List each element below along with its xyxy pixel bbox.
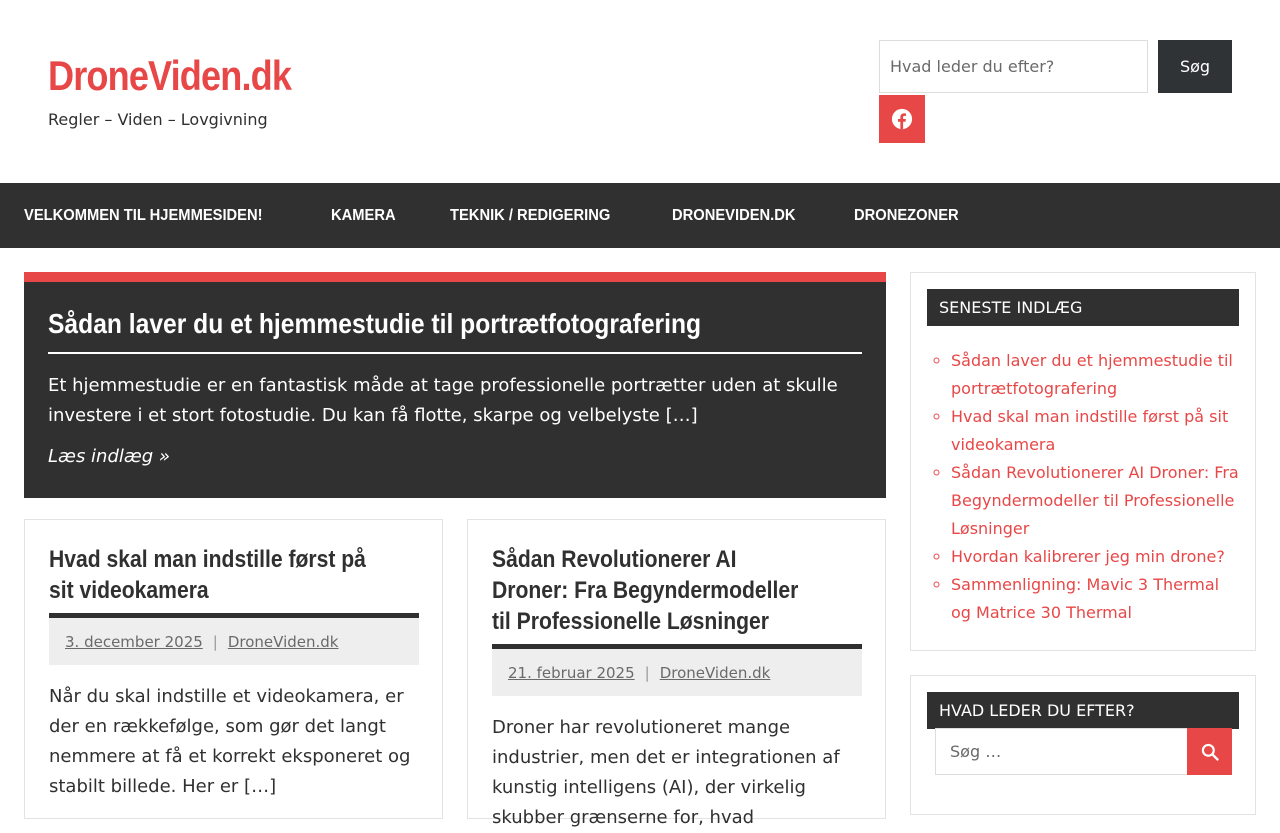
- post-author-link[interactable]: DroneViden.dk: [659, 663, 771, 682]
- post-card: [467, 519, 886, 828]
- header-search-button[interactable]: Søg: [1158, 40, 1232, 93]
- site-title[interactable]: DroneViden.dk: [48, 52, 292, 99]
- featured-post-title[interactable]: Sådan laver du et hjemmestudie til portrætfotografering: [48, 308, 702, 339]
- post-date-link[interactable]: 21. februar 2025: [508, 663, 635, 682]
- facebook-icon: [891, 108, 913, 130]
- recent-post-link[interactable]: Sådan Revolutionerer AI Droner: Fra Begyndermodeller til Professionelle Løsninger: [951, 463, 1239, 538]
- post-title[interactable]: Hvad skal man indstille først på sit videokamera: [49, 546, 366, 604]
- post-title[interactable]: Sådan Revolutionerer AI Droner: Fra Begyndermodeller til Professionelle Løsninger: [492, 546, 799, 635]
- recent-post-item: [951, 403, 1239, 459]
- search-widget-title: HVAD LEDER DU EFTER?: [927, 692, 1239, 729]
- recent-posts-list: [951, 347, 1239, 651]
- nav-item-droneviden[interactable]: DRONEVIDEN.DK: [671, 206, 796, 224]
- post-excerpt: Droner har revolutioneret mange industrier, men det er integrationen af kunstig intelligens (AI), der virkelig skubber grænserne for, hvad: [492, 717, 840, 828]
- featured-divider: [48, 352, 862, 354]
- search-icon: [1200, 742, 1220, 762]
- recent-post-link[interactable]: Hvordan kalibrerer jeg min drone?: [951, 547, 1225, 566]
- facebook-link[interactable]: [879, 95, 925, 143]
- meta-separator: |: [212, 632, 218, 651]
- recent-posts-title: SENESTE INDLÆG: [927, 289, 1239, 326]
- recent-posts-widget: [910, 272, 1256, 651]
- recent-post-item: [951, 459, 1239, 543]
- post-meta: [49, 613, 419, 665]
- header-search-input[interactable]: [879, 40, 1148, 93]
- post-author-link[interactable]: DroneViden.dk: [227, 632, 339, 651]
- read-more-link[interactable]: Læs indlæg »: [48, 446, 171, 467]
- recent-post-item: [951, 571, 1239, 627]
- recent-post-item: [951, 347, 1239, 403]
- site-tagline: Regler – Viden – Lovgivning: [48, 110, 268, 129]
- main-navigation: [0, 183, 1280, 248]
- post-meta: [492, 644, 862, 696]
- featured-post-excerpt: Et hjemmestudie er en fantastisk måde at tage professionelle portrætter uden at skulle investere i et stort fotostudie. Du kan få flotte, skarpe og velbelyste […]: [48, 375, 838, 426]
- nav-item-teknik[interactable]: TEKNIK / REDIGERING: [449, 206, 610, 224]
- sidebar-search-input[interactable]: [935, 728, 1188, 775]
- post-date-link[interactable]: 3. december 2025: [65, 632, 203, 651]
- post-excerpt: Når du skal indstille et videokamera, er der en rækkefølge, som gør det langt nemmere at få et korrekt eksponeret og stabilt billede. Her er […]: [49, 686, 411, 797]
- post-card: [24, 519, 443, 819]
- meta-separator: |: [644, 663, 650, 682]
- featured-post: [24, 272, 886, 498]
- recent-post-link[interactable]: Sammenligning: Mavic 3 Thermal og Matrice 30 Thermal: [951, 575, 1220, 622]
- nav-item-welcome[interactable]: VELKOMMEN TIL HJEMMESIDEN!: [24, 206, 263, 224]
- sidebar-search-button[interactable]: [1187, 728, 1232, 775]
- nav-item-kamera[interactable]: KAMERA: [331, 206, 396, 224]
- recent-post-link[interactable]: Sådan laver du et hjemmestudie til portrætfotografering: [951, 351, 1233, 398]
- recent-post-item: [951, 543, 1239, 571]
- recent-post-link[interactable]: Hvad skal man indstille først på sit videokamera: [951, 407, 1229, 454]
- search-widget: [910, 675, 1256, 815]
- nav-item-dronezoner[interactable]: DRONEZONER: [853, 206, 959, 224]
